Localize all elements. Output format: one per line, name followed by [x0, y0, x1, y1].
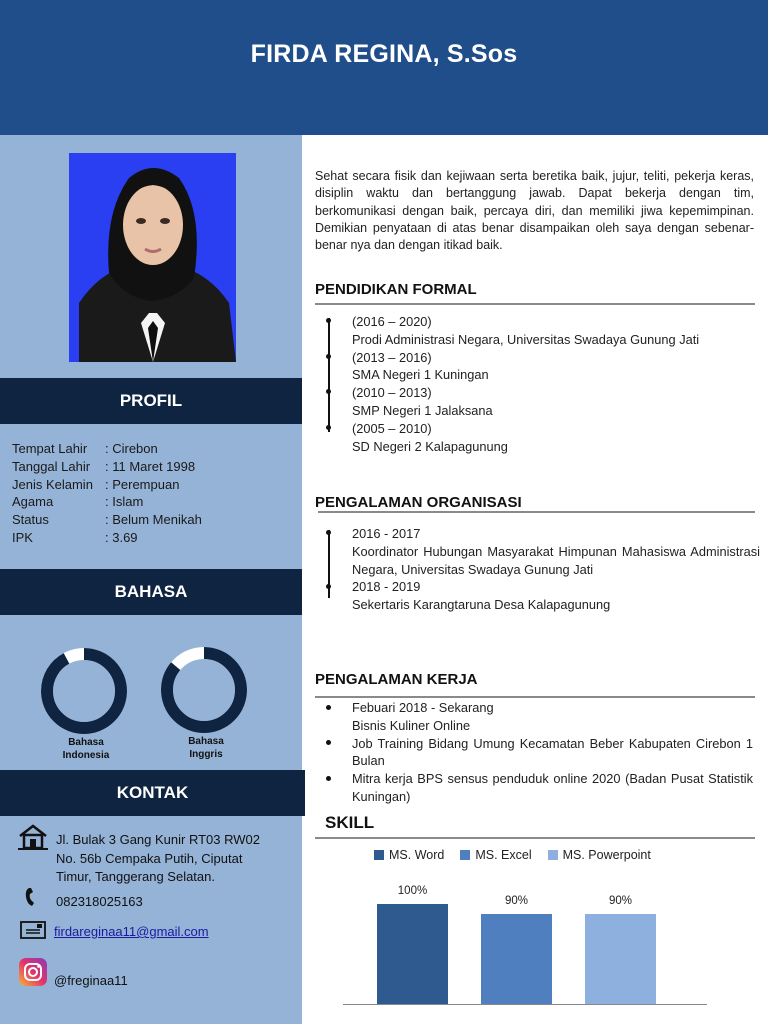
- chart-axis: [343, 1004, 707, 1005]
- instagram-icon: [19, 958, 47, 986]
- chart-legend: [374, 848, 667, 862]
- bullet-dot: [326, 740, 331, 745]
- language-donut-inggris: [158, 644, 250, 736]
- phone-icon: [24, 886, 40, 908]
- organization-item: 2016 - 2017 Koordinator Hubungan Masyarakat Himpunan Mahasiswa Administrasi Negara, Universitas Swadaya Gunung Jati 2018 - 2019 Sekertaris Karangtaruna Desa Kalapagunung: [352, 526, 760, 613]
- education-title: PENDIDIKAN FORMAL: [315, 281, 477, 298]
- skill-bar: [377, 904, 448, 1004]
- address-line-2: No. 56b Cempaka Putih, Ciputat: [56, 851, 243, 866]
- skill-bar-label: 100%: [397, 885, 428, 897]
- bullet-dot: [326, 705, 331, 710]
- timeline-dot: [326, 318, 331, 323]
- phone-number: 082318025163: [56, 894, 143, 909]
- timeline-dot: [326, 354, 331, 359]
- skill-title: SKILL: [325, 813, 375, 832]
- organization-title: PENGALAMAN ORGANISASI: [315, 494, 522, 511]
- education-item: (2016 – 2020) Prodi Administrasi Negara, Universitas Swadaya Gunung Jati (2013 – 2016) SMA Negeri 1 Kuningan (2010 – 2013) SMP Negeri 1 Jalaksana (2005 – 2010) SD Negeri 2 Kalapagunung: [352, 314, 700, 454]
- timeline-dot: [326, 389, 331, 394]
- legend-swatch: [460, 850, 470, 860]
- profile-row: Tempat Lahir : Cirebon: [12, 441, 158, 456]
- bullet-dot: [326, 776, 331, 781]
- legend-swatch: [374, 850, 384, 860]
- skill-bar: [585, 914, 656, 1004]
- timeline-dot: [326, 425, 331, 430]
- profile-row: Jenis Kelamin : Perempuan: [12, 476, 180, 492]
- profile-row: Status : Belum Menikah: [12, 512, 202, 528]
- organization-rule: [318, 511, 755, 513]
- legend-swatch: [548, 850, 558, 860]
- language-section-header: BAHASA: [0, 569, 302, 615]
- work-title: PENGALAMAN KERJA: [315, 671, 478, 688]
- profile-row: Tanggal Lahir : 11 Maret 1998: [12, 458, 196, 474]
- skill-bar: [481, 914, 552, 1004]
- language-label-indonesia: Bahasa Indonesia: [62, 737, 110, 761]
- legend-entry: MS. Word: [374, 848, 444, 862]
- skill-rule: [315, 837, 755, 839]
- email-link[interactable]: firdareginaa11@gmail.com: [54, 924, 209, 939]
- contact-section-header: KONTAK: [0, 770, 305, 816]
- education-rule: [315, 303, 755, 305]
- profile-row: Agama : Islam: [12, 494, 144, 510]
- language-label-inggris: Bahasa Inggris: [188, 736, 224, 760]
- instagram-handle: @freginaa11: [54, 973, 128, 988]
- skill-bar-label: 90%: [504, 895, 529, 907]
- language-donut-indonesia: [38, 645, 130, 737]
- summary-paragraph: Sehat secara fisik dan kejiwaan serta beretika baik, jujur, teliti, pekerja keras, disiplin waktu dan bertanggung jawab. Dapat bekerja dengan tim, berkomunikasi dengan baik, percaya diri, dan memiliki jiwa kepemimpinan. Demikian penyataan di atas benar disampaikan oleh saya dengan sebenar-benar nya dan dengan itikad baik.: [315, 169, 754, 253]
- profile-row: IPK : 3.69: [12, 529, 138, 545]
- legend-entry: MS. Powerpoint: [548, 848, 651, 862]
- email-icon: [20, 921, 46, 939]
- skill-bar-label: 90%: [608, 895, 633, 907]
- profile-section-header: PROFIL: [0, 378, 302, 424]
- header-banner: [0, 0, 768, 135]
- education-timeline: [328, 318, 330, 432]
- address-line-1: Jl. Bulak 3 Gang Kunir RT03 RW02: [56, 832, 261, 847]
- work-rule: [315, 696, 755, 698]
- timeline-dot: [326, 530, 331, 535]
- profile-details: [12, 440, 202, 547]
- profile-photo: [69, 153, 236, 362]
- work-item: Febuari 2018 - Sekarang Bisnis Kuliner Online Job Training Bidang Umung Kecamatan Beber Kabupaten Cirebon 1 Bulan Mitra kerja BPS sensus penduduk online 2020 (Badan Pusat Statistik Kuningan): [352, 700, 753, 804]
- address-line-3: Timur, Tanggerang Selatan.: [56, 869, 215, 884]
- legend-entry: MS. Excel: [460, 848, 531, 862]
- person-name: FIRDA REGINA, S.Sos: [250, 40, 518, 68]
- house-icon: [18, 823, 48, 851]
- timeline-dot: [326, 584, 331, 589]
